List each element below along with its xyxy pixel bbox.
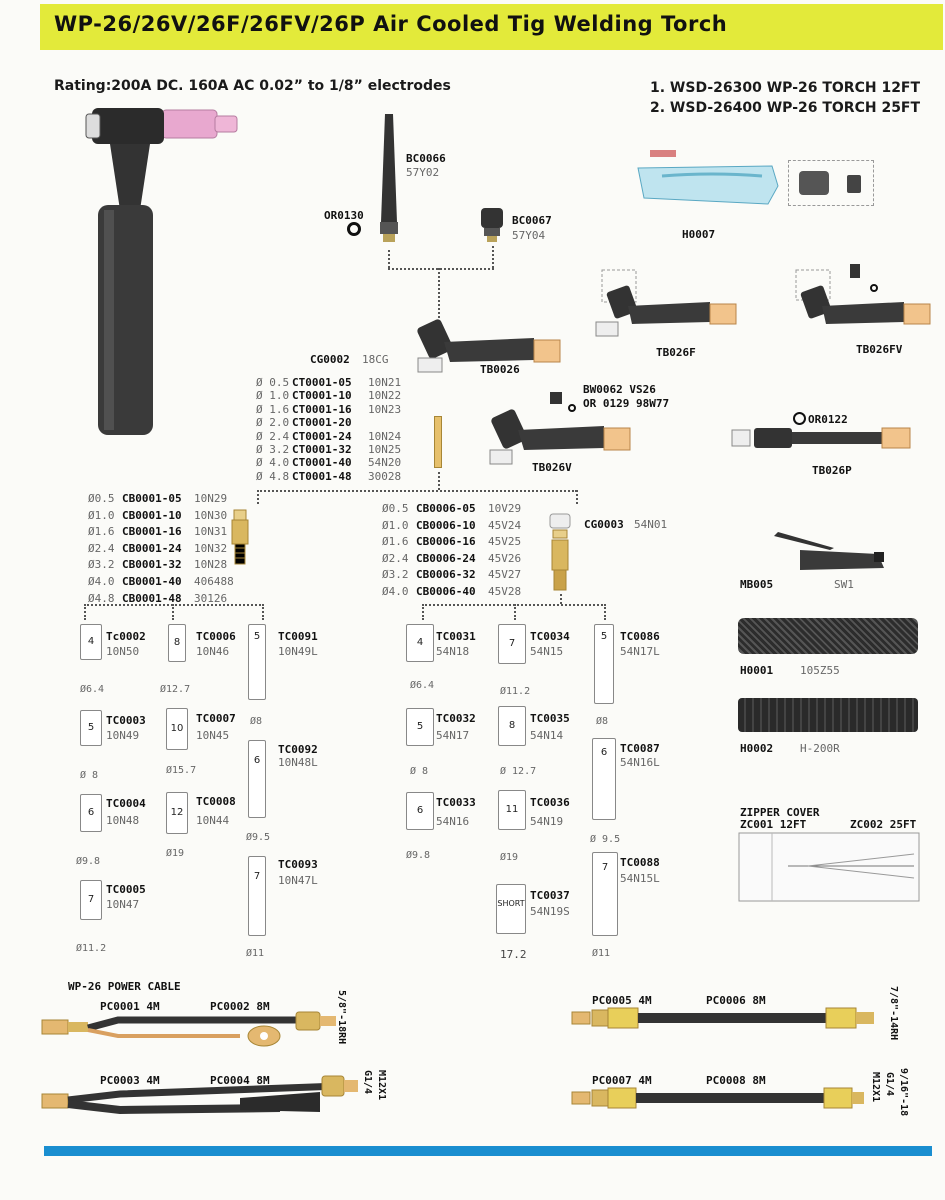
zipper-cover-image	[738, 832, 920, 902]
model-item: 2. WSD-26400 WP-26 TORCH 25FT	[650, 100, 921, 116]
rating-text: Rating:200A DC. 160A AC 0.02” to 1/8” electrodes	[54, 78, 451, 94]
thread-spec: 7/8"-14RH	[888, 986, 899, 1041]
pc0003-code: PC0003 4M	[100, 1074, 160, 1087]
nozzle-diameter: Ø 12.7	[500, 766, 537, 777]
nozzle-diameter: Ø9.8	[76, 856, 101, 867]
thread-spec: 5/8"-18RH	[336, 990, 347, 1045]
list-item: Ø1.0 CB0006-10 45V24	[382, 518, 522, 532]
model-item: 1. WSD-26300 WP-26 TORCH 12FT	[650, 80, 921, 96]
tb0026-code: TB0026	[480, 363, 520, 376]
nozzle-sub: 54N17L	[620, 645, 660, 658]
h0002-code: H0002	[740, 742, 774, 755]
nozzle-code: TC0031	[436, 630, 476, 643]
mb005-sub: SW1	[834, 578, 854, 591]
foot-switch-image	[770, 530, 890, 574]
bw0062-code: BW0062 VS26	[583, 383, 656, 396]
tb026v-code: TB026V	[532, 461, 572, 474]
hose-rubber-image	[738, 698, 918, 732]
list-item: Ø2.4 CB0001-24 10N32	[88, 541, 228, 555]
nozzle-code: TC0004	[106, 797, 146, 810]
pc0001-code: PC0001 4M	[100, 1000, 160, 1013]
thread-spec: G1/4	[362, 1070, 373, 1095]
nozzle-image: 6	[80, 794, 102, 832]
nozzle-code: TC0088	[620, 856, 660, 869]
nozzle-diameter: Ø9.8	[406, 850, 431, 861]
h0001-code: H0001	[740, 664, 774, 677]
power-cable-title: WP-26 POWER CABLE	[68, 980, 181, 993]
nozzle-image: SHORT	[496, 884, 526, 934]
connector-line	[492, 246, 494, 268]
bc0066-sub: 57Y02	[406, 166, 440, 179]
connector-line	[172, 604, 174, 620]
nozzle-sub: 10N49L	[278, 645, 318, 658]
nozzle-image: 6	[248, 740, 266, 818]
nozzle-code: TC0093	[278, 858, 318, 871]
handle-accessory-box	[788, 160, 874, 206]
nozzle-sub: 10N44	[196, 814, 230, 827]
nozzle-image: 4	[406, 624, 434, 662]
nozzle-diameter: Ø8	[250, 716, 263, 727]
model-list	[650, 78, 920, 118]
nozzle-sub: 54N16	[436, 815, 470, 828]
nozzle-code: TC0005	[106, 883, 146, 896]
or0130-code: OR0130	[324, 209, 364, 222]
power-cable-image	[40, 1008, 340, 1048]
bc0067-sub: 57Y04	[512, 229, 546, 242]
nozzle-sub: 54N15L	[620, 872, 660, 885]
list-item: Ø 2.4 CT0001-24 10N24	[256, 429, 402, 443]
nozzle-code: TC0086	[620, 630, 660, 643]
gas-lens-image	[546, 512, 574, 594]
nozzle-image: 12	[166, 792, 188, 834]
list-item: Ø 0.5 CT0001-05 10N21	[256, 376, 402, 389]
power-cable-image	[40, 1072, 370, 1116]
flex-valve-torch-image	[786, 262, 936, 342]
list-item: Ø 4.0 CT0001-40 54N20	[256, 456, 402, 470]
collet-body-list-right	[382, 500, 521, 600]
nozzle-code: TC0007	[196, 712, 236, 725]
connector-line	[422, 604, 424, 620]
long-back-cap-image	[375, 112, 405, 247]
list-item: Ø 2.0 CT0001-20	[256, 416, 352, 430]
list-item: Ø 1.0 CT0001-10 10N22	[256, 389, 402, 403]
connector-line	[257, 490, 259, 504]
connector-line	[560, 594, 562, 604]
nozzle-sub: 10N48	[106, 814, 140, 827]
nozzle-diameter: Ø19	[166, 848, 185, 859]
nozzle-sub: 10N47L	[278, 874, 318, 887]
zc001-code: ZC001 12FT	[740, 818, 807, 831]
nozzle-image: 10	[166, 708, 188, 750]
power-cable-image	[568, 1004, 878, 1034]
nozzle-sub: 10N46	[196, 645, 230, 658]
torch-image	[80, 100, 260, 445]
nozzle-image: 8	[168, 624, 186, 662]
nozzle-diameter: 17.2	[500, 948, 527, 961]
nozzle-image: 5	[406, 708, 434, 746]
nozzle-code: TC0008	[196, 795, 236, 808]
h0002-sub: H-200R	[800, 742, 840, 755]
bc0066-code: BC0066	[406, 152, 446, 165]
nozzle-code: TC0034	[530, 630, 570, 643]
nozzle-sub: 54N15	[530, 645, 564, 658]
nozzle-image: 7	[248, 856, 266, 936]
nozzle-diameter: Ø8	[596, 716, 609, 727]
cg0002-sub: 18CG	[362, 353, 389, 366]
nozzle-sub: 10N48L	[278, 756, 318, 769]
thread-spec: M12X1	[376, 1070, 387, 1101]
h0007-code: H0007	[682, 228, 716, 241]
tb026f-code: TB026F	[656, 346, 696, 359]
nozzle-code: TC0037	[530, 889, 570, 902]
list-item: Ø 1.6 CT0001-16 10N23	[256, 402, 402, 416]
nozzle-diameter: Ø9.5	[246, 832, 271, 843]
nozzle-sub: 54N17	[436, 729, 470, 742]
page-title: WP-26/26V/26F/26FV/26P Air Cooled Tig Welding Torch	[54, 12, 728, 36]
nozzle-code: TC0087	[620, 742, 660, 755]
nozzle-code: TC0003	[106, 714, 146, 727]
or0122-code: OR0122	[808, 413, 848, 426]
connector-line	[84, 604, 86, 620]
h0001-sub: 105Z55	[800, 664, 840, 677]
nozzle-image: 6	[406, 792, 434, 830]
list-item: Ø 4.8 CT0001-48 30028	[256, 469, 402, 483]
nozzle-code: Tc0002	[106, 630, 146, 643]
list-item: Ø3.2 CB0006-32 45V27	[382, 568, 522, 582]
title-banner	[40, 4, 943, 50]
nozzle-diameter: Ø 8	[410, 766, 429, 777]
nozzle-diameter: Ø6.4	[410, 680, 435, 691]
nozzle-diameter: Ø11.2	[76, 943, 107, 954]
list-item: Ø4.8 CB0001-48 30126	[88, 591, 228, 605]
nozzle-code: TC0092	[278, 743, 318, 756]
thread-spec: M12X1	[870, 1072, 881, 1103]
nozzle-sub: 54N19	[530, 815, 564, 828]
connector-line	[438, 472, 440, 490]
connector-line	[388, 250, 390, 268]
thread-spec: 9/16"-18	[898, 1068, 909, 1117]
list-item: Ø0.5 CB0001-05 10N29	[88, 492, 228, 505]
nozzle-sub: 10N45	[196, 729, 230, 742]
connector-line	[388, 268, 494, 270]
nozzle-sub: 10N50	[106, 645, 140, 658]
nozzle-code: TC0032	[436, 712, 476, 725]
nozzle-diameter: Ø15.7	[166, 765, 197, 776]
nozzle-sub: 10N49	[106, 729, 140, 742]
collet-list	[256, 376, 401, 483]
connector-line	[604, 604, 606, 620]
list-item: Ø2.4 CB0006-24 45V26	[382, 551, 522, 565]
pc0008-code: PC0008 8M	[706, 1074, 766, 1087]
zc002-code: ZC002 25FT	[850, 818, 917, 831]
list-item: Ø0.5 CB0006-05 10V29	[382, 502, 522, 515]
nozzle-code: TC0091	[278, 630, 318, 643]
connector-line	[84, 604, 264, 606]
pc0005-code: PC0005 4M	[592, 994, 652, 1007]
pc0002-code: PC0002 8M	[210, 1000, 270, 1013]
nozzle-code: TC0035	[530, 712, 570, 725]
nozzle-image: 11	[498, 790, 526, 830]
pc0006-code: PC0006 8M	[706, 994, 766, 1007]
tb026p-code: TB026P	[812, 464, 852, 477]
nozzle-image: 5	[248, 624, 266, 700]
nozzle-sub: 54N14	[530, 729, 564, 742]
pc0007-code: PC0007 4M	[592, 1074, 652, 1087]
nozzle-code: TC0036	[530, 796, 570, 809]
connector-line	[514, 604, 516, 620]
collet-body-image	[230, 508, 250, 568]
mb005-code: MB005	[740, 578, 774, 591]
zipper-title: ZIPPER COVER	[740, 806, 820, 819]
collet-image	[434, 416, 442, 468]
nozzle-image: 7	[80, 880, 102, 920]
nozzle-image: 8	[498, 706, 526, 746]
connector-line	[576, 490, 578, 504]
list-item: Ø4.0 CB0006-40 45V28	[382, 584, 522, 598]
nozzle-image: 5	[594, 624, 614, 704]
nozzle-diameter: Ø12.7	[160, 684, 191, 695]
pencil-torch-image	[730, 424, 915, 454]
pc0004-code: PC0004 8M	[210, 1074, 270, 1087]
thread-spec: G1/4	[884, 1072, 895, 1097]
nozzle-sub: 10N47	[106, 898, 140, 911]
collet-body-list-left	[88, 490, 234, 606]
nozzle-diameter: Ø 9.5	[590, 834, 621, 845]
nozzle-diameter: Ø11	[592, 948, 611, 959]
nozzle-diameter: Ø19	[500, 852, 519, 863]
nozzle-diameter: Ø6.4	[80, 684, 105, 695]
bc0067-code: BC0067	[512, 214, 552, 227]
tb026fv-code: TB026FV	[856, 343, 903, 356]
footer-rule	[44, 1146, 932, 1156]
power-cable-image	[568, 1084, 868, 1114]
nozzle-image: 4	[80, 624, 102, 660]
cg0003-sub: 54N01	[634, 518, 668, 531]
or0129-code: OR 0129 98W77	[583, 397, 670, 410]
nozzle-image: 7	[498, 624, 526, 664]
list-item: Ø1.0 CB0001-10 10N30	[88, 508, 228, 522]
nozzle-diameter: Ø11	[246, 948, 265, 959]
nozzle-image: 6	[592, 738, 616, 820]
connector-line	[438, 268, 440, 318]
nozzle-code: TC0006	[196, 630, 236, 643]
list-item: Ø1.6 CB0006-16 45V25	[382, 535, 522, 549]
nozzle-sub: 54N18	[436, 645, 470, 658]
nozzle-image: 5	[80, 710, 102, 746]
handle-image	[632, 146, 782, 210]
o-ring-icon	[347, 222, 361, 236]
cg0003-code: CG0003	[584, 518, 624, 531]
cg0002-code: CG0002	[310, 353, 350, 366]
short-back-cap-image	[478, 206, 506, 246]
connector-line	[257, 490, 577, 492]
nozzle-sub: 54N19S	[530, 905, 570, 918]
nozzle-image: 7	[592, 852, 618, 936]
nozzle-code: TC0033	[436, 796, 476, 809]
list-item: Ø1.6 CB0001-16 10N31	[88, 525, 228, 539]
nozzle-diameter: Ø11.2	[500, 686, 531, 697]
connector-line	[262, 604, 264, 620]
nozzle-sub: 54N16L	[620, 756, 660, 769]
hose-braided-image	[738, 618, 918, 654]
nozzle-diameter: Ø 8	[80, 770, 99, 781]
list-item: Ø 3.2 CT0001-32 10N25	[256, 443, 402, 457]
list-item: Ø4.0 CB0001-40 406488	[88, 574, 234, 588]
list-item: Ø3.2 CB0001-32 10N28	[88, 558, 228, 572]
flex-torch-image	[592, 266, 742, 346]
